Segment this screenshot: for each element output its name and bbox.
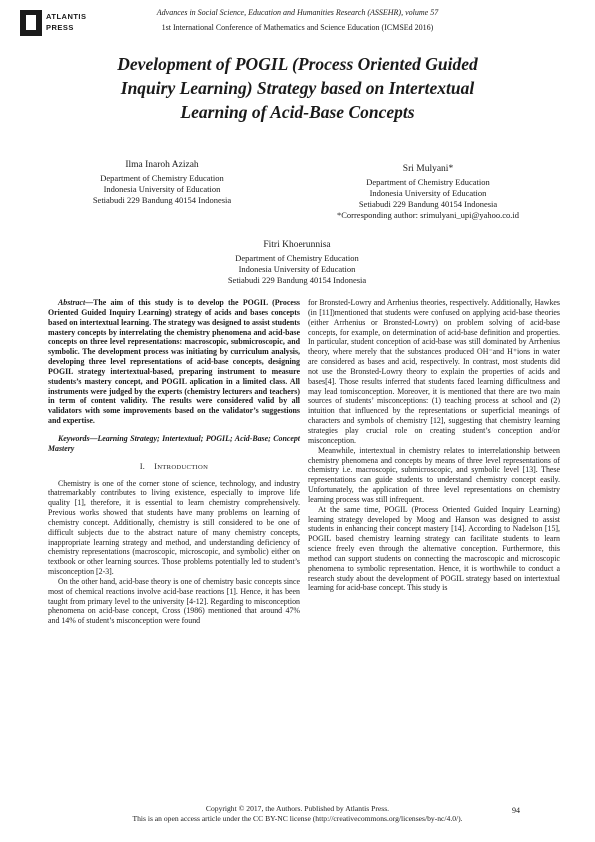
title-line-3: Learning of Acid-Base Concepts [180, 102, 415, 122]
license-line [0, 814, 595, 824]
abstract-label: Abstract [58, 298, 86, 307]
author-department: Department of Chemistry Education [366, 177, 490, 187]
author-name: Sri Mulyani* [402, 164, 454, 174]
author-university: Indonesia University of Education [103, 184, 221, 194]
author-block-2 [318, 164, 538, 221]
abstract-text: —The aim of this study is to develop the POGIL (Process Oriented Guided Inquiry Learning) strategy of acids and bases concepts based on intertextual learning. The strategy was designed to assist students mastery concepts by interrelating the chemistry phenomena and acid-base concepts on three level representations: macroscopic, submicroscopic, and symbolic. The development process was initiating by curriculum analysis, developing three level representations of acid-base concepts, designing POGIL strategy intertextual-based, preparing instrument to measure students’s mastery concept, and POGIL aplication in a limited class. All instruments were judged by the experts (chemistry lecturers and teachers) in term of content validity. The results were considered valid by all validators with some improvements based on the validator’s suggestions and expertise. [48, 298, 300, 426]
section-number: I. [139, 461, 146, 471]
body-paragraph: Chemistry is one of the corner stone of science, technology, and industry thatremarkably contributes to living existence, especially to improve life quality [1], therefore, it is essential to learn chemistry comprehensively. Previous works showed that students have many problems on learning of chemistry concept. Additionally, chemistry is still considered to be one of difficult subjects due to the abstract nature of many chemistry concepts, inappropriate learning strategy and method, and understanding deficiency of chemistry representations (macroscopic, microscopic, and symbolic) either on textbook or other learning sources. Those problems potentially led to student’s misconception [2-3]. [48, 478, 300, 577]
license-link[interactable]: http://creativecommons.org/licenses/by-nc/4.0/ [315, 814, 459, 823]
left-column [48, 298, 300, 626]
author-name: Ilma Inaroh Azizah [125, 160, 199, 170]
publisher-name-line1: ATLANTIS [46, 12, 87, 21]
author-address: Setiabudi 229 Bandung 40154 Indonesia [227, 275, 367, 285]
abstract [48, 298, 300, 426]
license-text-end: ). [458, 814, 463, 823]
author-address: Setiabudi 229 Bandung 40154 Indonesia [92, 195, 232, 205]
body-paragraph-continued: for Bronsted-Lowry and Arrhenius theories, respectively. Additionally, Hawkes (in [11])mentioned that students were confused on applying acid-base theories (either Arrhenius or Bronsted-Lowry) on problem solving of acid-base concepts, for example, on determination of acid-base definition and properties. In particular, student conception of acid-base was still dominated by Arrhenius theory, where merely that the substances produced OH⁻and H⁺ions in water are considered as bases and acid, respectively. In contrast, most students did not use the Bronsted-Lowry theory to explain the properties of acids and bases[4]. Those results inferred that students faced learning difficultness and may lead tomisconception. Moreover, it is mentioned that there are two main sources of students’ misconceptions: (1) teaching process at school and (2) intuition that influenced by the representations or superficial meanings of characters and symbols of chemistry [12], suggesting that chemistry learning strategies play crucial role on creating student’s conception and/or misconception. [308, 298, 560, 445]
section-initial: I [154, 461, 158, 471]
author-block-3 [187, 240, 407, 286]
title-line-1: Development of POGIL (Process Oriented Guided [117, 54, 478, 74]
license-text: This is an open access article under the CC BY-NC license ( [132, 814, 316, 823]
body-paragraph: At the same time, POGIL (Process Oriented Guided Inquiry Learning) learning strategy developed by Moog and Hanson was designed to assist students in enhancing their concept mastery [14]. According to Nadelson [15], POGIL based chemistry learning strategy can facilitate students to learn science freely even through the alternative conception. Furthermore, this method can support students on connecting the macroscopic and microscopic phenomena to symbolic representation. Hence, it is worthwhile to conduct a research study about the development of POGIL strategy based on intertextual learning for acid-base concept. This study is [308, 504, 560, 593]
copyright-line: Copyright © 2017, the Authors. Published by Atlantis Press. [205, 804, 390, 813]
page-number: 94 [512, 806, 520, 815]
author-university: Indonesia University of Education [238, 264, 356, 274]
author-address: Setiabudi 229 Bandung 40154 Indonesia [358, 199, 498, 209]
author-name: Fitri Khoerunnisa [263, 240, 331, 250]
author-department: Department of Chemistry Education [100, 173, 224, 183]
right-column [308, 298, 560, 593]
conference-header: 1st International Conference of Mathematics and Science Education (ICMSEd 2016) [161, 23, 434, 32]
body-paragraph: Meanwhile, intertextual in chemistry relates to interrelationship between chemistry phenomena and concepts by means of three level representations of chemistry i.e. macroscopic, submicroscopic, and symbolic level [13]. These representations can guide students to understand chemistry concept easily. Unfortunately, the application of three level representations on chemistry learning process was still infrequent. [308, 445, 560, 504]
body-paragraph: On the other hand, acid-base theory is one of chemistry basic concepts since most of chemical reactions involve acid-base reactions [1]. Hence, it has been taught from primary level to the university [4-12]. Regarding to misconception phenomena on acid-base concept, Cross (1986) mentioned that around 47% and 14% of student’s misconception were found [48, 576, 300, 626]
author-block-1 [62, 160, 262, 206]
corresponding-author-note: *Corresponding author: srimulyani_upi@yahoo.co.id [336, 210, 520, 220]
section-heading-introduction [48, 462, 300, 473]
keywords: Keywords—Learning Strategy; Intertextual; POGIL; Acid-Base; Concept Mastery [48, 433, 300, 453]
author-department: Department of Chemistry Education [235, 253, 359, 263]
title-line-2: Inquiry Learning) Strategy based on Intertextual [120, 78, 475, 98]
author-university: Indonesia University of Education [369, 188, 487, 198]
journal-header: Advances in Social Science, Education and Humanities Research (ASSEHR), volume 57 [156, 8, 439, 17]
section-title-rest: NTRODUCTION [157, 463, 209, 471]
publisher-name-line2: PRESS [46, 23, 74, 32]
paper-title [40, 52, 555, 124]
page-footer [0, 804, 595, 824]
